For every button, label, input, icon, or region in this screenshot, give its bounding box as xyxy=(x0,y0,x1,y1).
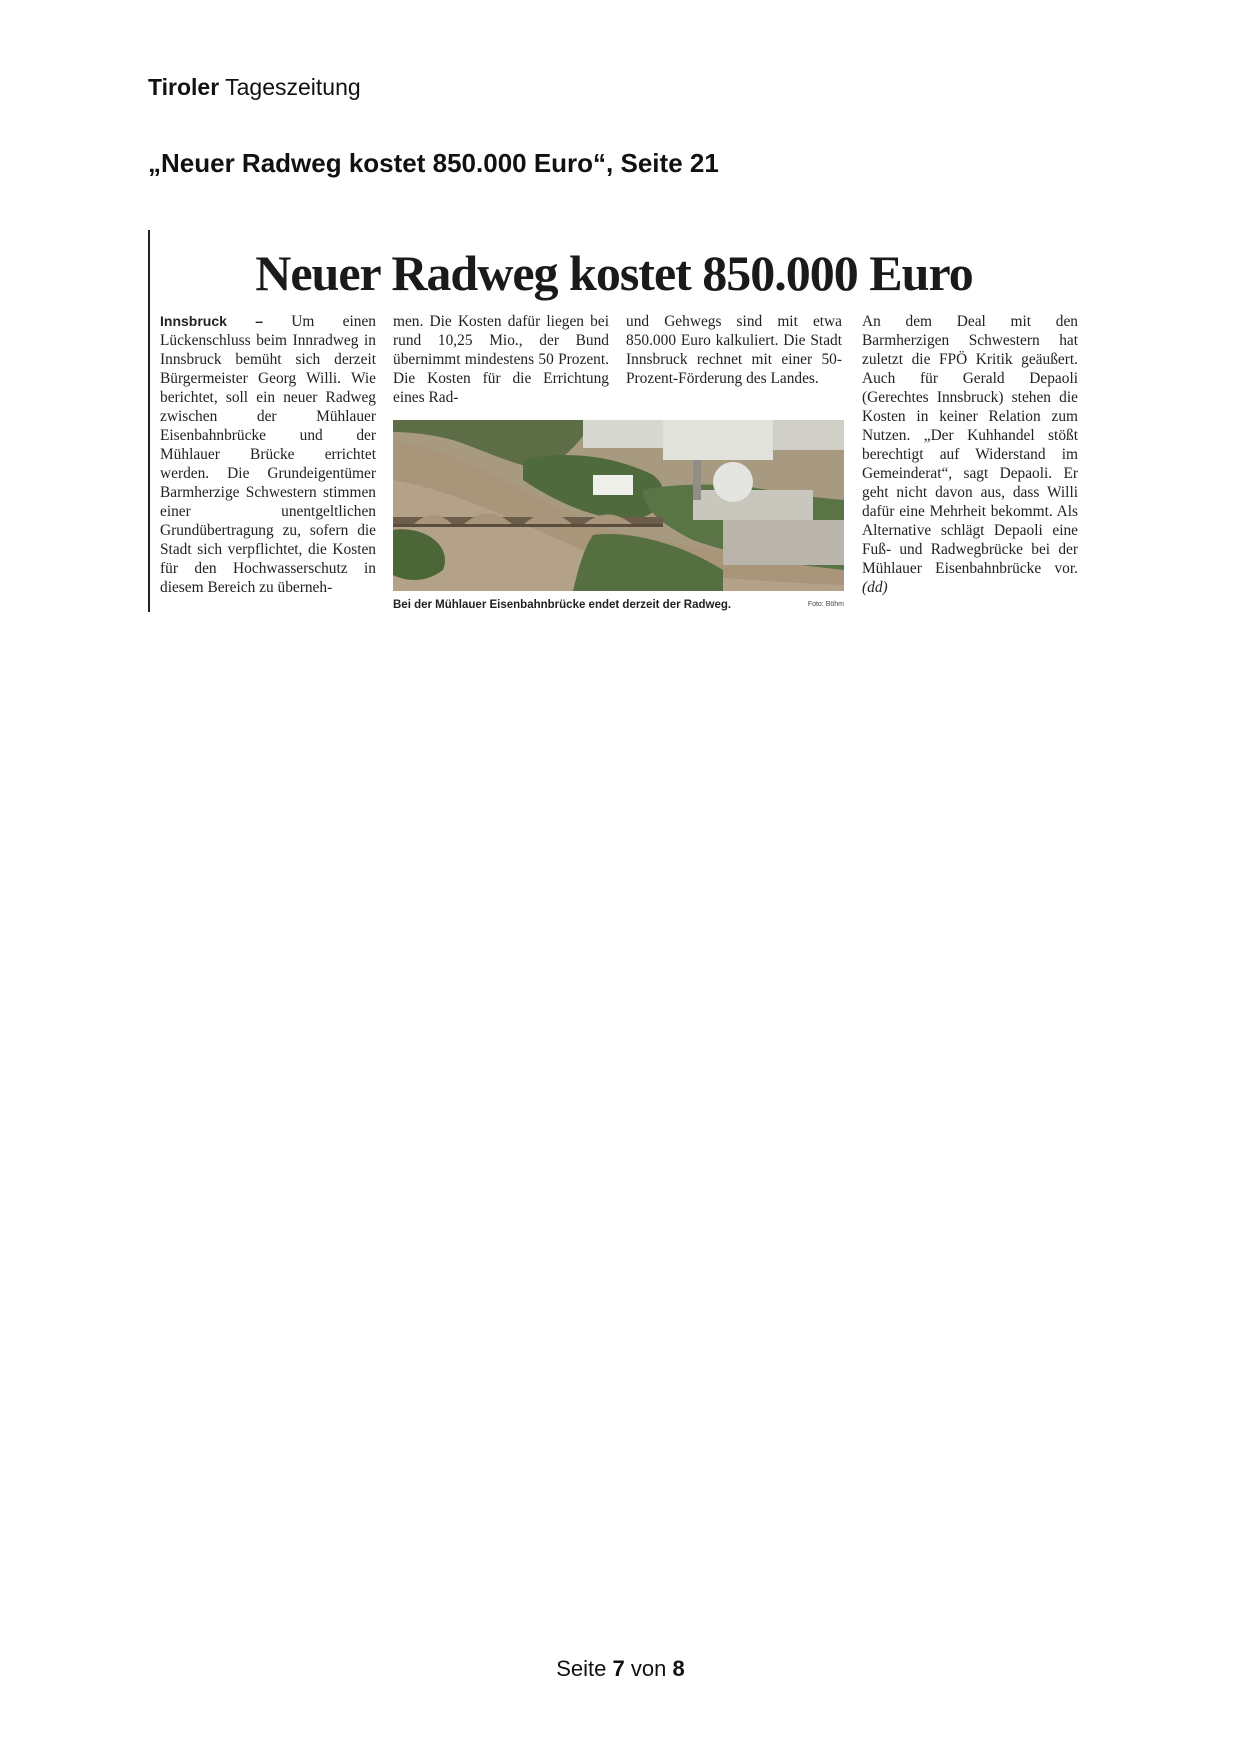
publication-name-rest: Tageszeitung xyxy=(225,74,361,100)
article-dateline: Innsbruck – xyxy=(160,313,264,329)
article-column-2: men. Die Kosten dafür liegen bei rund 10,25 Mio., der Bund übernimmt mindestens 50 Prozent. Die Kosten für die Errichtung eines Rad- xyxy=(393,313,609,406)
photo-credit: Foto: Böhm xyxy=(807,601,844,608)
bridge-river-photo xyxy=(393,420,844,591)
page-current: 7 xyxy=(612,1656,625,1681)
newspaper-clipping xyxy=(148,230,1080,614)
article-column-1 xyxy=(160,312,376,597)
article-column-1-text: Um einen Lückenschluss beim Innradweg in Innsbruck bemüht sich derzeit Bürgermeister Georg Willi. Wie berichtet, soll ein neuer Radweg zwischen der Mühlauer Eisenbahnbrücke und der Mühlauer Brücke errichtet werden. Die Grundeigentümer Barmherzige Schwestern stimmen einer unentgeltlichen Grundübertragung zu, sofern die Stadt sich verpflichtet, die Kosten für den Hochwasserschutz in diesem Bereich zu überneh- xyxy=(160,313,376,596)
photo-caption-row xyxy=(393,599,844,611)
page-footer xyxy=(0,1656,1241,1682)
page-of: von xyxy=(630,1656,667,1681)
article-headline: Neuer Radweg kostet 850.000 Euro xyxy=(255,245,973,301)
publication-name xyxy=(148,74,361,101)
publication-name-bold: Tiroler xyxy=(148,74,220,100)
article-column-4-text: An dem Deal mit den Barmherzigen Schwestern hat zuletzt die FPÖ Kritik geäußert. Auch für Gerald Depaoli (Gerechtes Innsbruck) stehen die Kosten in keiner Relation zum Nutzen. „Der Kuhhandel stößt berechtigt auf Widerstand im Gemeinderat“, sagt Depaoli. Er geht nicht davon aus, dass Willi dafür eine Mehrheit bekommt. Als Alternative schlägt Depaoli eine Fuß- und Radwegbrücke bei der Mühlauer Eisenbahnbrücke vor. xyxy=(862,313,1078,577)
page-label: Seite xyxy=(556,1656,607,1681)
photo-caption: Bei der Mühlauer Eisenbahnbrücke endet derzeit der Radweg. xyxy=(393,599,732,611)
page-total: 8 xyxy=(672,1656,685,1681)
article-column-4 xyxy=(862,312,1078,597)
clip-title: „Neuer Radweg kostet 850.000 Euro“, Seite 21 xyxy=(148,148,719,178)
article-photo xyxy=(393,420,844,591)
article-column-3: und Gehwegs sind mit etwa 850.000 Euro kalkuliert. Die Stadt Innsbruck rechnet mit einer 50-Prozent-Förderung des Landes. xyxy=(626,313,842,387)
article-author: (dd) xyxy=(862,579,888,596)
